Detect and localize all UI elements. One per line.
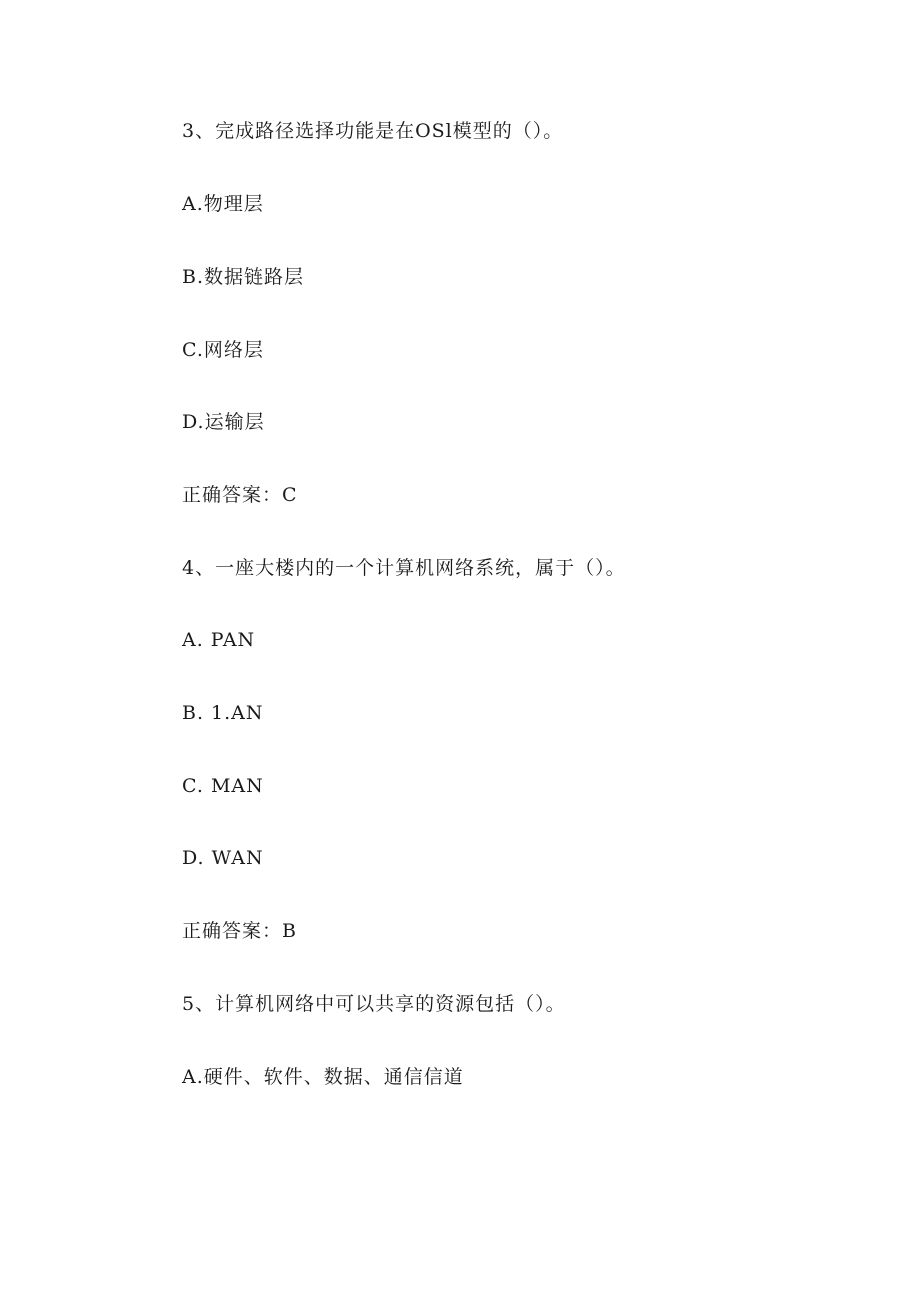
- question-3-stem: 3、完成路径选择功能是在OSl模型的（）。: [182, 120, 564, 142]
- question-3-option-a: A.物理层: [182, 193, 264, 215]
- question-4-option-d: D. WAN: [182, 847, 264, 869]
- question-4-stem: 4、一座大楼内的一个计算机网络系统，属于（）。: [182, 557, 626, 579]
- question-3-option-b: B.数据链路层: [182, 266, 305, 288]
- question-5-option-a: A.硬件、软件、数据、通信信道: [182, 1066, 464, 1088]
- question-5-stem: 5、计算机网络中可以共享的资源包括（）。: [182, 993, 566, 1015]
- question-4-option-c: C. MAN: [182, 775, 264, 797]
- question-4-answer: 正确答案：B: [182, 920, 297, 942]
- question-4-option-a: A. PAN: [182, 629, 256, 651]
- question-3-answer: 正确答案：C: [182, 484, 298, 506]
- question-3-option-d: D.运输层: [182, 411, 265, 433]
- question-4-option-b: B. 1.AN: [182, 702, 264, 724]
- question-3-option-c: C.网络层: [182, 339, 264, 361]
